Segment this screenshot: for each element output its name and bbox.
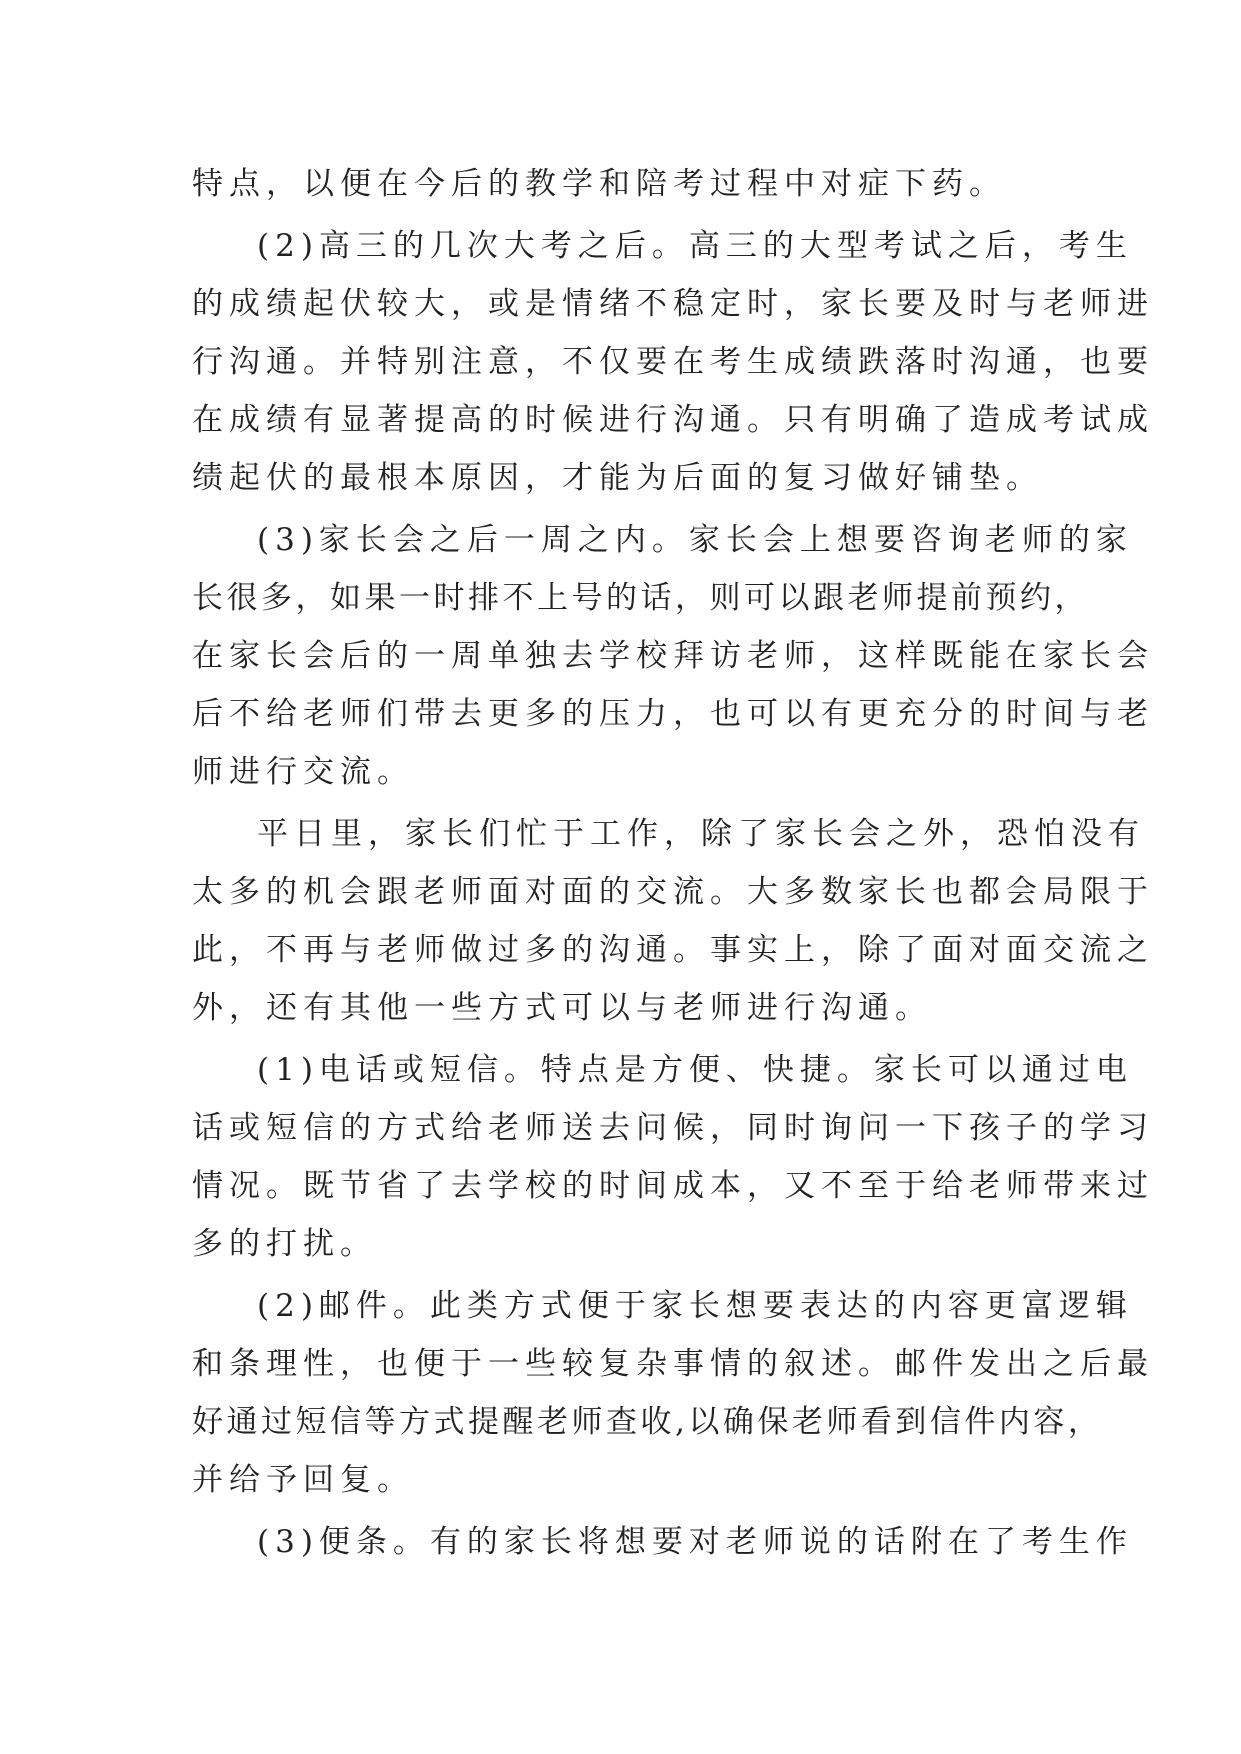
text-line: 情况。既节省了去学校的时间成本，又不至于给老师带来过 [192,1168,1154,1204]
text-line: 后不给老师们带去更多的压力，也可以有更充分的时间与老 [192,696,1154,732]
text-line: 特点，以便在今后的教学和陪考过程中对症下药。 [192,166,1006,202]
text-line: 多的打扰。 [192,1226,377,1262]
text-line: 好通过短信等方式提醒老师查收,以确保老师看到信件内容， [192,1404,1103,1440]
text-line: (3)便条。有的家长将想要对老师说的话附在了考生作 [257,1524,1133,1560]
text-line: (2)邮件。此类方式便于家长想要表达的内容更富逻辑 [257,1288,1133,1324]
text-line: 在成绩有显著提高的时候进行沟通。只有明确了造成考试成 [192,402,1154,438]
text-line: 外，还有其他一些方式可以与老师进行沟通。 [192,990,932,1026]
text-line: 行沟通。并特别注意，不仅要在考生成绩跌落时沟通，也要 [192,344,1154,380]
text-line: (3)家长会之后一周之内。家长会上想要咨询老师的家 [257,522,1133,558]
text-line: 师进行交流。 [192,754,414,790]
text-line: (1)电话或短信。特点是方便、快捷。家长可以通过电 [257,1052,1133,1088]
text-line: 的成绩起伏较大，或是情绪不稳定时，家长要及时与老师进 [192,286,1154,322]
text-line: 并给予回复。 [192,1462,414,1498]
text-line: 在家长会后的一周单独去学校拜访老师，这样既能在家长会 [192,638,1154,674]
text-line: 绩起伏的最根本原因，才能为后面的复习做好铺垫。 [192,460,1043,496]
text-line: 话或短信的方式给老师送去问候，同时询问一下孩子的学习 [192,1110,1154,1146]
text-line: 和条理性，也便于一些较复杂事情的叙述。邮件发出之后最 [192,1346,1154,1382]
text-line: 太多的机会跟老师面对面的交流。大多数家长也都会局限于 [192,874,1154,910]
text-line: 平日里，家长们忙于工作，除了家长会之外，恐怕没有 [257,816,1145,852]
text-line: (2)高三的几次大考之后。高三的大型考试之后，考生 [257,228,1133,264]
text-line: 此，不再与老师做过多的沟通。事实上，除了面对面交流之 [192,932,1154,968]
text-line: 长很多，如果一时排不上号的话，则可以跟老师提前预约， [192,580,1089,616]
